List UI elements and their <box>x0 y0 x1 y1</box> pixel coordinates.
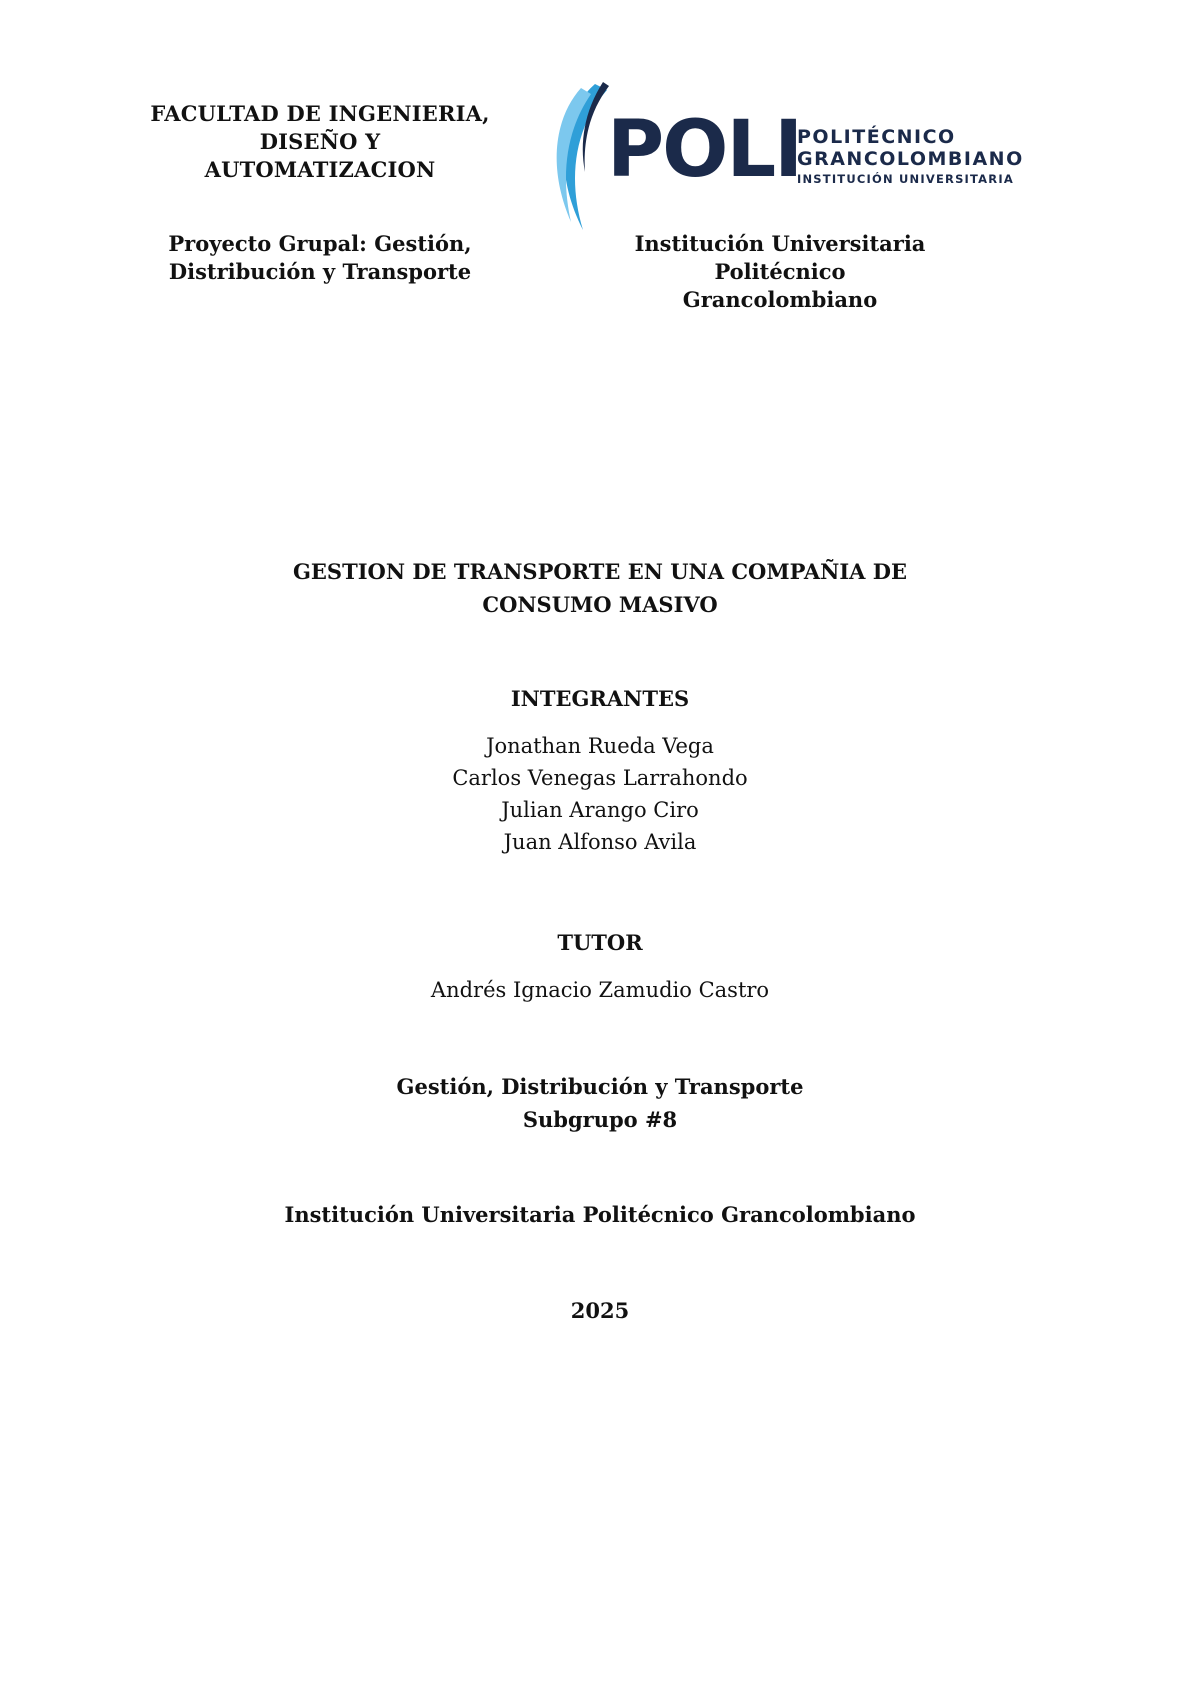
poli-logo <box>545 82 1025 232</box>
institution-line: Grancolombiano <box>682 287 878 312</box>
logo-subtitle <box>797 126 1024 188</box>
member-name: Jonathan Rueda Vega <box>486 734 714 758</box>
faculty-line: DISEÑO Y <box>259 129 381 154</box>
project-line: Distribución y Transporte <box>168 259 472 284</box>
project-name <box>130 230 510 286</box>
subgroup: Subgrupo #8 <box>522 1107 678 1132</box>
course-info <box>300 1070 900 1136</box>
member-name: Carlos Venegas Larrahondo <box>452 766 748 790</box>
logo-wordmark: POLI <box>607 105 802 195</box>
faculty-line: AUTOMATIZACION <box>204 157 436 182</box>
faculty-name <box>130 100 510 184</box>
logo-line-1: POLITÉCNICO <box>797 126 956 148</box>
tutor-heading: TUTOR <box>557 930 643 955</box>
institution-name-header <box>570 230 990 314</box>
tutor-name: Andrés Ignacio Zamudio Castro <box>430 978 770 1002</box>
member-name: Juan Alfonso Avila <box>503 830 697 854</box>
members-heading: INTEGRANTES <box>510 686 690 711</box>
faculty-line: FACULTAD DE INGENIERIA, <box>150 101 490 126</box>
poli-swoosh-icon <box>545 82 615 232</box>
member-name: Julian Arango Ciro <box>501 798 699 822</box>
title-line: CONSUMO MASIVO <box>482 592 718 617</box>
institution-name-footer: Institución Universitaria Politécnico Grancolombiano <box>284 1202 916 1227</box>
project-line: Proyecto Grupal: Gestión, <box>168 231 472 256</box>
logo-line-3: INSTITUCIÓN UNIVERSITARIA <box>797 172 1014 186</box>
course-name: Gestión, Distribución y Transporte <box>396 1074 804 1099</box>
logo-line-2: GRANCOLOMBIANO <box>797 148 1024 170</box>
title-line: GESTION DE TRANSPORTE EN UNA COMPAÑIA DE <box>292 559 907 584</box>
members-list <box>300 730 900 858</box>
document-title <box>250 555 950 621</box>
year: 2025 <box>570 1298 630 1323</box>
institution-line: Institución Universitaria Politécnico <box>634 231 926 284</box>
